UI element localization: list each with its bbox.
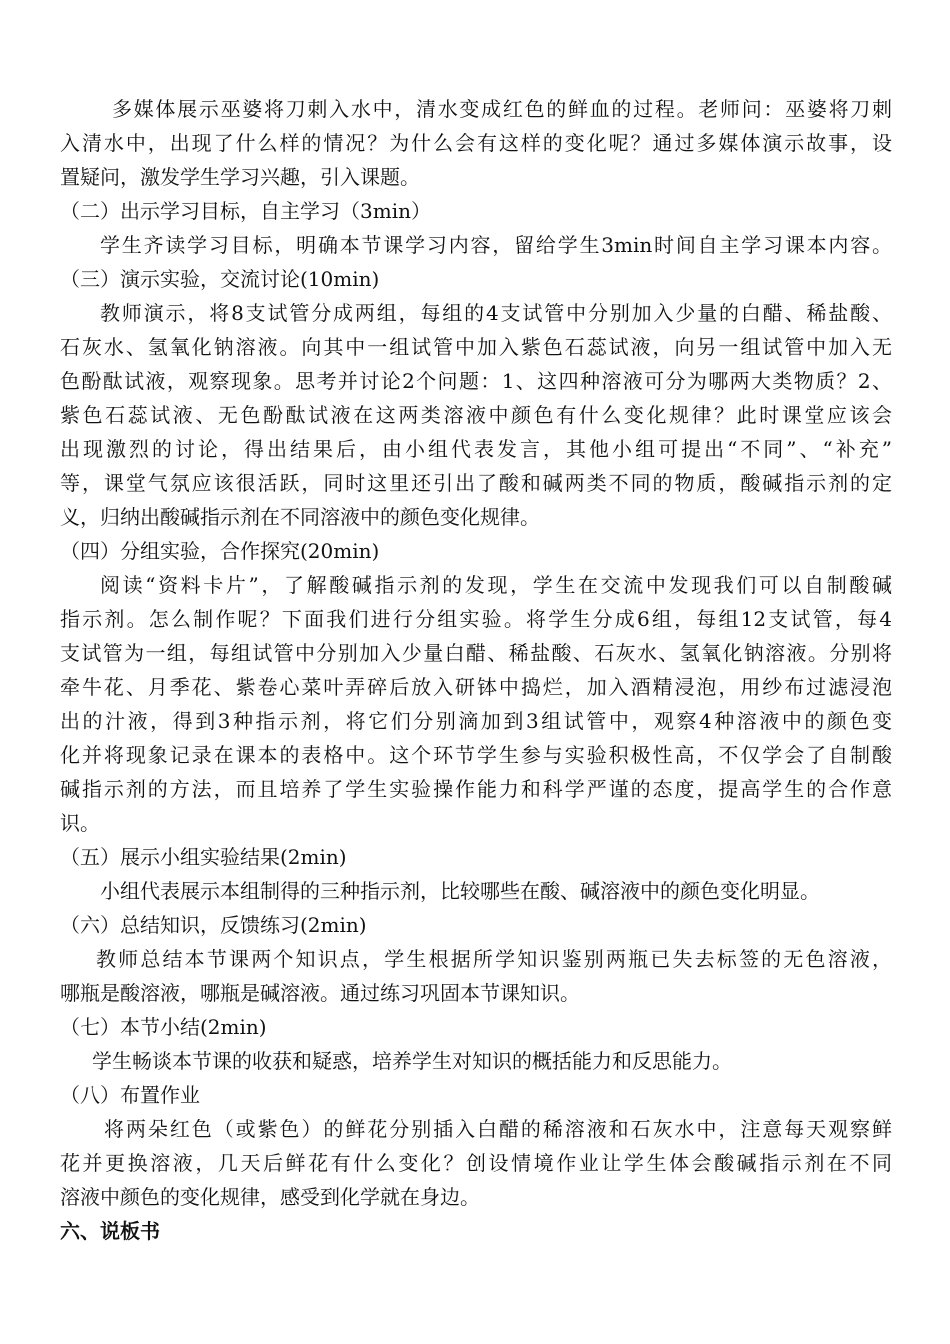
step-6-paragraph-line-1: 教师总结本节课两个知识点，学生根据所学知识鉴别两瓶已失去标签的无色溶液， [96, 947, 892, 971]
heading-step-5: （五）展示小组实验结果(2min) [60, 845, 347, 869]
step-6-paragraph-line-2: 哪瓶是酸溶液，哪瓶是碱溶液。通过练习巩固本节课知识。 [60, 981, 580, 1005]
step-3-paragraph-line-4: 紫色石蕊试液、无色酚酞试液在这两类溶液中颜色有什么变化规律？此时课堂应该会 [60, 403, 892, 427]
heading-step-8: （八）布置作业 [60, 1083, 200, 1107]
step-2-paragraph-line-1: 学生齐读学习目标，明确本节课学习内容，留给学生3min时间自主学习课本内容。 [100, 233, 892, 257]
step-4-paragraph-line-2: 指示剂。怎么制作呢？下面我们进行分组实验。将学生分成6组，每组12支试管，每4 [60, 607, 892, 631]
step-8-paragraph-line-2: 花并更换溶液，几天后鲜花有什么变化？创设情境作业让学生体会酸碱指示剂在不同 [60, 1151, 892, 1175]
intro-paragraph-line-1: 多媒体展示巫婆将刀刺入水中，清水变成红色的鲜血的过程。老师问：巫婆将刀刺 [112, 97, 892, 121]
step-4-paragraph-line-8: 识。 [60, 811, 100, 835]
step-8-paragraph-line-1: 将两朵红色（或紫色）的鲜花分别插入白醋的稀溶液和石灰水中，注意每天观察鲜 [104, 1117, 892, 1141]
intro-paragraph-line-2: 入清水中，出现了什么样的情况？为什么会有这样的变化呢？通过多媒体演示故事，设 [60, 131, 892, 155]
heading-step-7: （七）本节小结(2min) [60, 1015, 267, 1039]
step-4-paragraph-line-6: 化并将现象记录在课本的表格中。这个环节学生参与实验积极性高，不仅学会了自制酸 [60, 743, 892, 767]
heading-step-3: （三）演示实验，交流讨论(10min) [60, 267, 380, 291]
step-3-paragraph-line-7: 义，归纳出酸碱指示剂在不同溶液中的颜色变化规律。 [60, 505, 540, 529]
heading-step-6: （六）总结知识，反馈练习(2min) [60, 913, 367, 937]
heading-step-4: （四）分组实验，合作探究(20min) [60, 539, 380, 563]
step-3-paragraph-line-6: 等，课堂气氛应该很活跃，同时这里还引出了酸和碱两类不同的物质，酸碱指示剂的定 [60, 471, 892, 495]
section-title-board-design: 六、说板书 [60, 1219, 160, 1243]
step-4-paragraph-line-1: 阅读“资料卡片”，了解酸碱指示剂的发现，学生在交流中发现我们可以自制酸碱 [100, 573, 892, 597]
step-3-paragraph-line-1: 教师演示，将8支试管分成两组，每组的4支试管中分别加入少量的白醋、稀盐酸、 [100, 301, 892, 325]
step-8-paragraph-line-3: 溶液中颜色的变化规律，感受到化学就在身边。 [60, 1185, 480, 1209]
step-3-paragraph-line-5: 出现激烈的讨论，得出结果后，由小组代表发言，其他小组可提出“不同”、“补充” [60, 437, 892, 461]
step-3-paragraph-line-3: 色酚酞试液，观察现象。思考并讨论2个问题：1、这四种溶液可分为哪两大类物质？2、 [60, 369, 892, 393]
step-4-paragraph-line-5: 出的汁液，得到3种指示剂，将它们分别滴加到3组试管中，观察4种溶液中的颜色变 [60, 709, 892, 733]
intro-paragraph-line-3: 置疑问，激发学生学习兴趣，引入课题。 [60, 165, 420, 189]
step-4-paragraph-line-3: 支试管为一组，每组试管中分别加入少量白醋、稀盐酸、石灰水、氢氧化钠溶液。分别将 [60, 641, 892, 665]
heading-step-2: （二）出示学习目标，自主学习（3min） [60, 199, 431, 223]
step-5-paragraph-line-1: 小组代表展示本组制得的三种指示剂，比较哪些在酸、碱溶液中的颜色变化明显。 [100, 879, 820, 903]
step-4-paragraph-line-7: 碱指示剂的方法，而且培养了学生实验操作能力和科学严谨的态度，提高学生的合作意 [60, 777, 892, 801]
step-7-paragraph-line-1: 学生畅谈本节课的收获和疑惑，培养学生对知识的概括能力和反思能力。 [92, 1049, 732, 1073]
step-4-paragraph-line-4: 牵牛花、月季花、紫卷心菜叶弄碎后放入研钵中捣烂，加入酒精浸泡，用纱布过滤浸泡 [60, 675, 892, 699]
step-3-paragraph-line-2: 石灰水、氢氧化钠溶液。向其中一组试管中加入紫色石蕊试液，向另一组试管中加入无 [60, 335, 892, 359]
